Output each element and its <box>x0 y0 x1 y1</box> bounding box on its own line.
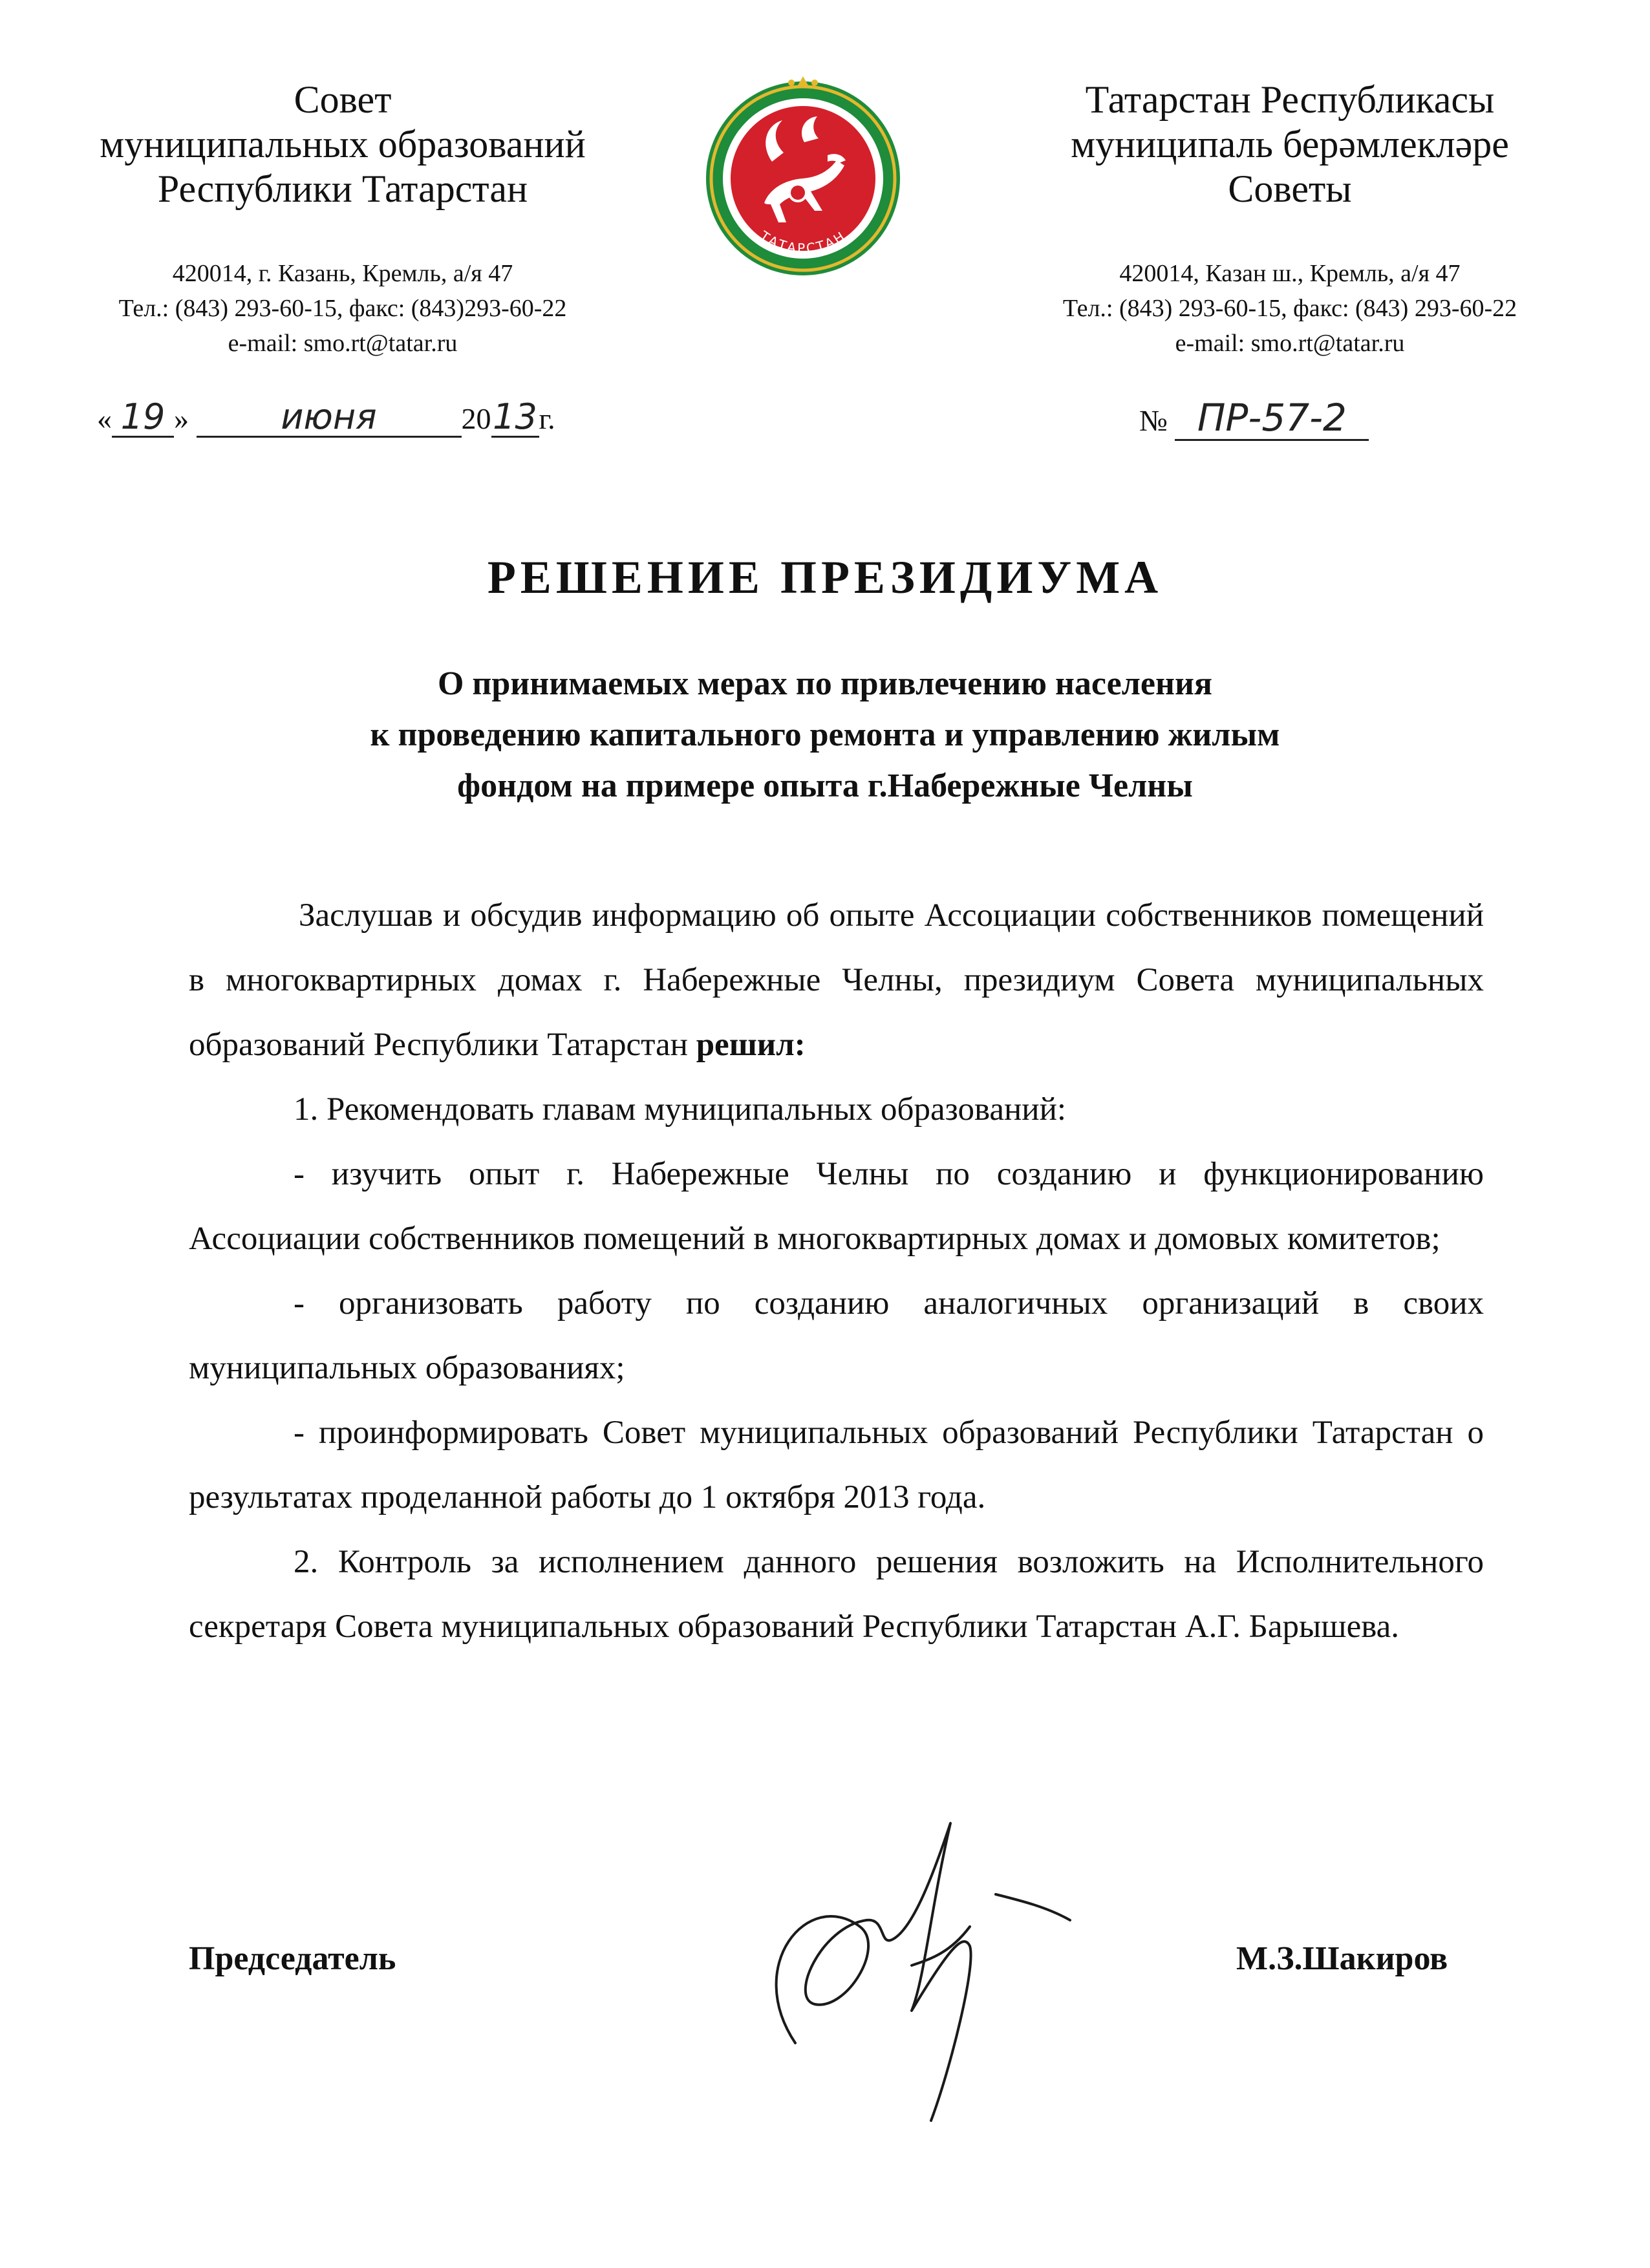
date-open-quote: « <box>97 402 112 435</box>
email: e-mail: smo.rt@tatar.ru <box>1175 329 1405 357</box>
signatory-name: М.З.Шакиров <box>1236 1940 1448 1977</box>
document-number <box>1139 398 1369 441</box>
document-subtitle <box>194 658 1456 811</box>
handwritten-signature-icon <box>718 1797 1080 2134</box>
date-month: июня <box>197 398 462 438</box>
right-header <box>970 78 1610 361</box>
date-year-prefix: 20 <box>461 402 491 435</box>
document-title: РЕШЕНИЕ ПРЕЗИДИУМА <box>487 551 1163 603</box>
organization-name-ru <box>39 78 647 211</box>
subtitle-line: О принимаемых мерах по привлечению населения <box>437 665 1213 702</box>
phones: Тел.: (843) 293-60-15, факс: (843) 293-60-22 <box>1062 294 1517 322</box>
org-name-line: Совет <box>294 78 392 121</box>
decision-item: - проинформировать Совет муниципальных образований Республики Татарстан о результатах проделанной работы до 1 октября 2013 года. <box>189 1415 1484 1515</box>
intro-decision-word: решил: <box>696 1027 806 1063</box>
org-name-line: Татарстан Республикасы <box>1085 78 1495 121</box>
document-body <box>189 883 1484 1659</box>
coat-of-arms-icon <box>694 65 912 282</box>
date-day: 19 <box>112 398 174 438</box>
subtitle-line: фондом на примере опыта г.Набережные Челны <box>457 767 1193 805</box>
subtitle-line: к проведению капитального ремонта и управлению жилым <box>370 716 1280 754</box>
date-year-suffix: 13 <box>491 398 539 438</box>
decision-item: 1. Рекомендовать главам муниципальных образований: <box>294 1091 1067 1128</box>
emblem-text: ТАТАРСТАН <box>757 228 849 257</box>
document-date <box>97 398 555 438</box>
decision-item: 2. Контроль за исполнением данного решения возложить на Исполнительного секретаря Совета муниципальных образований Республики Татарстан А.Г. Барышева. <box>189 1544 1484 1645</box>
date-year-mark: г. <box>539 402 555 435</box>
email: e-mail: smo.rt@tatar.ru <box>228 329 458 357</box>
org-name-line: муниципальных образований <box>100 123 586 166</box>
decision-item: - организовать работу по созданию аналогичных организаций в своих муниципальных образованиях; <box>189 1285 1484 1386</box>
date-close-quote: » <box>174 402 189 435</box>
org-name-line: муниципаль берәмлекләре <box>1071 123 1509 166</box>
number-label: № <box>1139 404 1168 437</box>
number-value: ПР-57-2 <box>1175 398 1369 441</box>
decision-item: - изучить опыт г. Набережные Челны по созданию и функционированию Ассоциации собственников помещений в многоквартирных домах и домовых комитетов; <box>189 1156 1484 1257</box>
org-name-line: Советы <box>1228 167 1352 210</box>
signatory-title: Председатель <box>189 1940 396 1977</box>
left-header <box>39 78 647 361</box>
organization-name-tt <box>970 78 1610 211</box>
intro-text: Заслушав и обсудив информацию об опыте Ассоциации собственников помещений в многоквартирных домах г. Набережные Челны, президиум Совета муниципальных образований Республики Татарстан <box>189 897 1484 1063</box>
address: 420014, Казан ш., Кремль, а/я 47 <box>1119 260 1461 287</box>
contact-block-ru <box>39 257 647 361</box>
intro-paragraph <box>189 883 1484 1077</box>
address: 420014, г. Казань, Кремль, а/я 47 <box>172 260 513 287</box>
phones: Тел.: (843) 293-60-15, факс: (843)293-60-22 <box>118 294 567 322</box>
contact-block-tt <box>970 257 1610 361</box>
org-name-line: Республики Татарстан <box>157 167 528 210</box>
